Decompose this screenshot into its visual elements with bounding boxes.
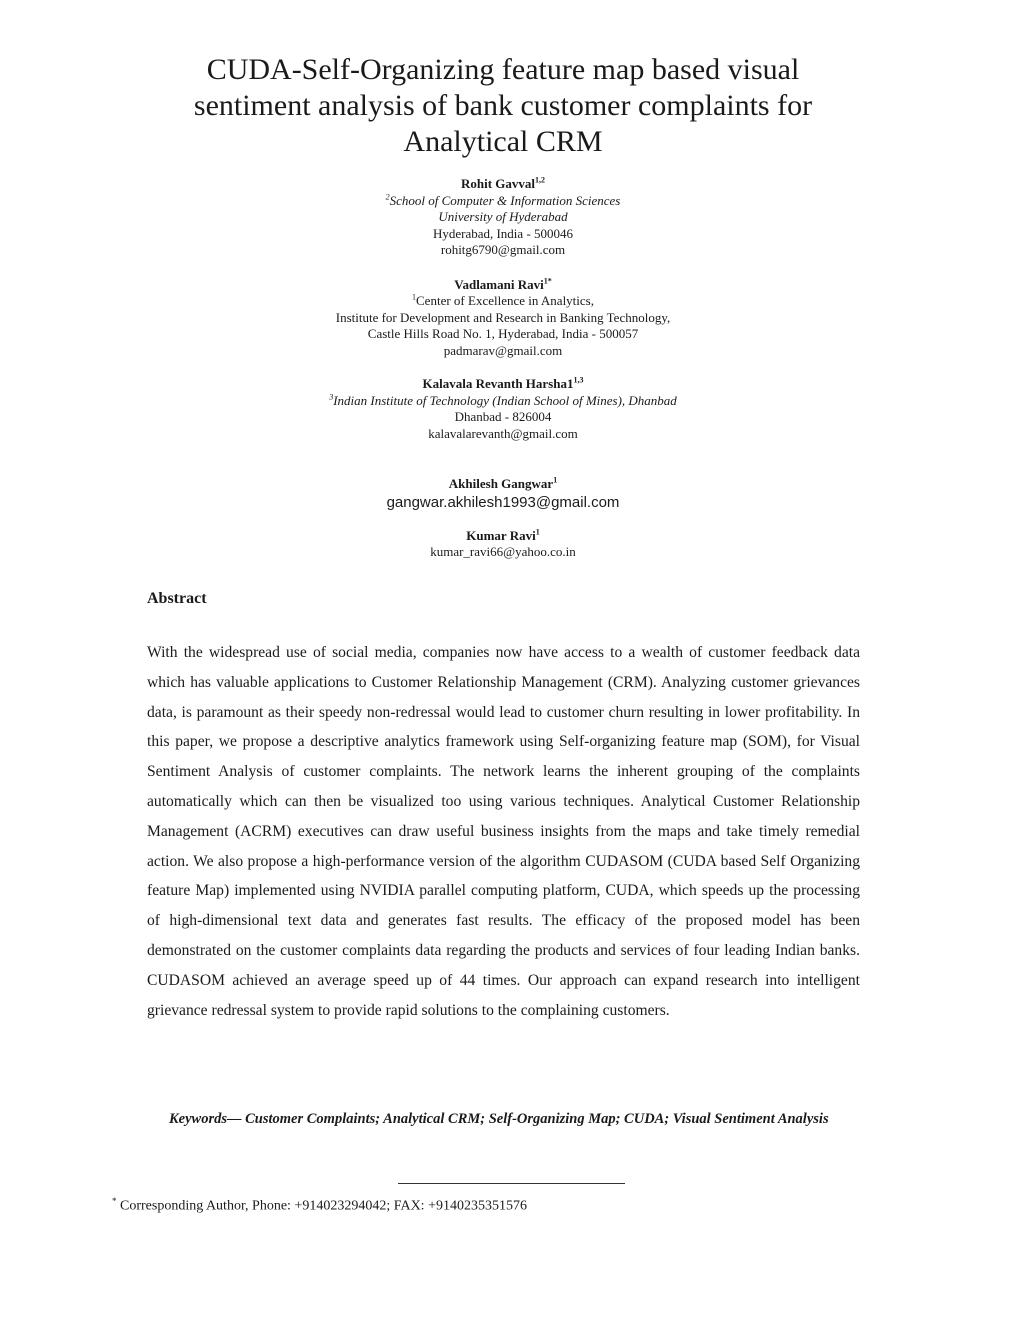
author-5 bbox=[0, 528, 1006, 561]
author-address: Dhanbad - 826004 bbox=[454, 409, 552, 424]
author-name: Kumar Ravi$^1$ bbox=[466, 527, 540, 543]
author-affiliation: $^2$School of Computer & Information Sciences bbox=[385, 192, 621, 208]
abstract-heading: Abstract bbox=[147, 590, 207, 607]
author-affiliation-line: University of Hyderabad bbox=[438, 209, 568, 224]
author-name: Akhilesh Gangwar$^1$ bbox=[448, 475, 558, 491]
author-affiliation: $^3$Indian Institute of Technology (Indian School of Mines), Dhanbad bbox=[329, 392, 677, 408]
title-line-2: sentiment analysis of bank customer complaints for bbox=[193, 89, 813, 122]
title-line-1: CUDA-Self-Organizing feature map based visual bbox=[206, 53, 800, 86]
author-email: kumar_ravi66@yahoo.co.in bbox=[430, 544, 576, 559]
keywords: Keywords— Customer Complaints; Analytical CRM; Self-Organizing Map; CUDA; Visual Sentiment Analysis bbox=[169, 1111, 829, 1127]
author-email: padmarav@gmail.com bbox=[443, 342, 563, 358]
author-address: Hyderabad, India - 500046 bbox=[432, 225, 574, 241]
author-email: rohitg6790@gmail.com bbox=[440, 242, 566, 257]
author-1 bbox=[0, 176, 1006, 259]
abstract-body: With the widespread use of social media, companies now have access to a wealth of customer feedback data which has valuable applications to Customer Relationship Management (CRM). Analyzing customer grievances data, is paramount as their speedy non-redressal would lead to customer churn resulting in lower profitability. In this paper, we propose a descriptive analytics framework using Self-organizing feature map (SOM), for Visual Sentiment Analysis of customer complaints. The network learns the inherent grouping of the complaints automatically which can then be visualized too using various techniques. Analytical Customer Relationship Management (ACRM) executives can draw useful business insights from the maps and take timely remedial action. We also propose a high-performance version of the algorithm CUDASOM (CUDA based Self Organizing feature Map) implemented using NVIDIA parallel computing platform, CUDA, which speeds up the processing of high-dimensional text data and generates fast results. The efficacy of the proposed model has been demonstrated on the customer complaints data regarding the products and services of four leading Indian banks. CUDASOM achieved an average speed up of 44 times. Our approach can expand research into intelligent grievance redressal system to provide rapid solutions to the complaining customers. bbox=[147, 644, 860, 1019]
footnote bbox=[112, 1192, 527, 1216]
author-affiliation: $^1$Center of Excellence in Analytics, bbox=[412, 292, 594, 308]
paper-title bbox=[100, 52, 906, 160]
author-name: Vadlamani Ravi$^{1*}$ bbox=[454, 276, 552, 292]
author-email: kalavalarevanth@gmail.com bbox=[428, 425, 578, 441]
author-email: gangwar.akhilesh1993@gmail.com bbox=[386, 493, 620, 511]
author-address: Castle Hills Road No. 1, Hyderabad, India - 500057 bbox=[367, 326, 639, 341]
author-block bbox=[0, 176, 1006, 561]
footnote-divider bbox=[398, 1183, 625, 1184]
footnote-marker: * bbox=[112, 1196, 117, 1206]
author-4 bbox=[0, 476, 1006, 513]
author-affiliation-line: Institute for Development and Research in Banking Technology, bbox=[335, 309, 671, 325]
title-line-3: Analytical CRM bbox=[403, 125, 603, 158]
footnote-text: Corresponding Author, Phone: +914023294042; FAX: +9140235351576 bbox=[116, 1198, 527, 1214]
author-3 bbox=[0, 376, 1006, 442]
author-name: Rohit Gavval$^{1,2}$ bbox=[460, 175, 546, 191]
author-2 bbox=[0, 277, 1006, 360]
author-name: Kalavala Revanth Harsha1$^{1,3}$ bbox=[422, 375, 584, 391]
